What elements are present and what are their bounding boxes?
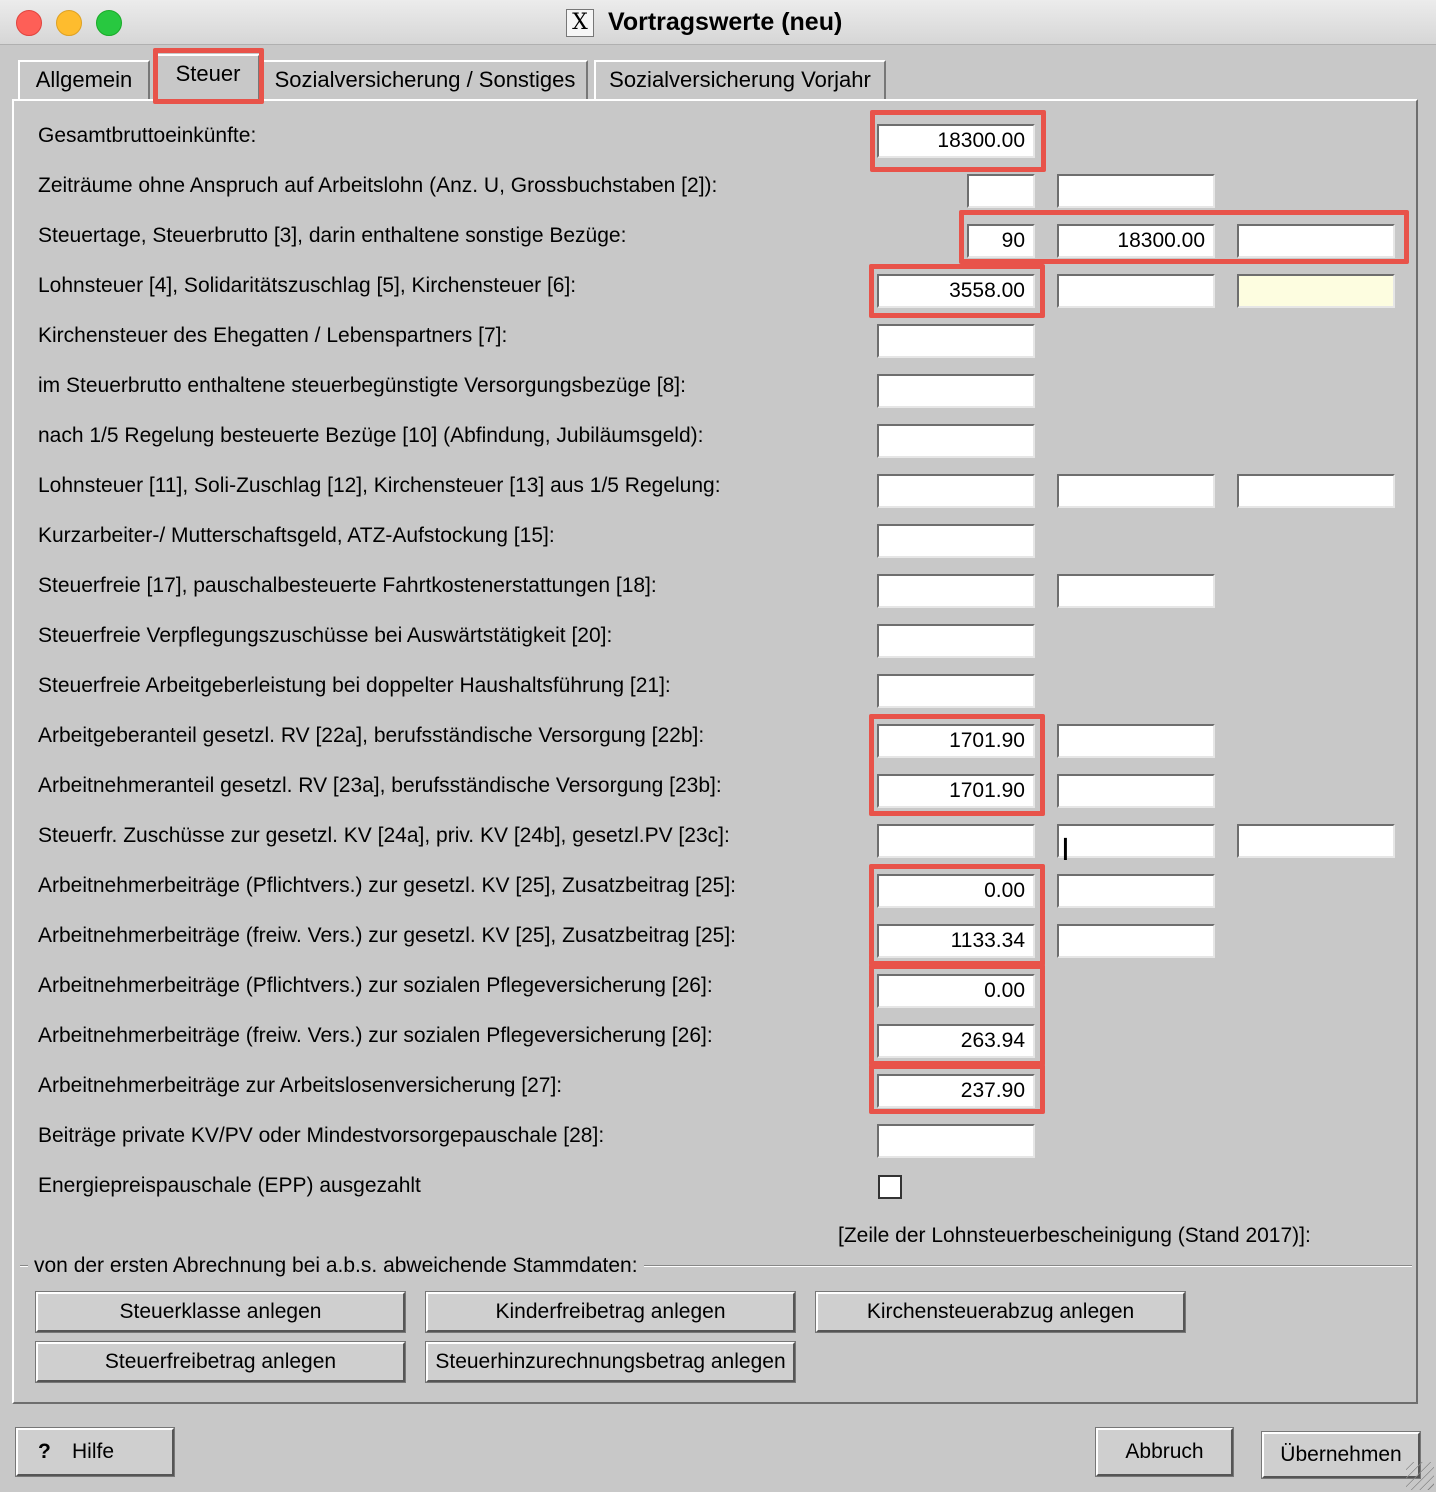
row-label-an-alv: Arbeitnehmerbeiträge zur Arbeitslosenversicherung [27]: [38, 1074, 563, 1097]
zuschuss-priv-kv-field[interactable] [1057, 824, 1215, 858]
row-label-an-kv-pflicht: Arbeitnehmerbeiträge (Pflichtvers.) zur gesetzl. KV [25], Zusatzbeitrag [25]: [38, 874, 736, 897]
an-kv-freiw-zusatz-field[interactable] [1057, 924, 1215, 958]
row-label-an-pv-freiw: Arbeitnehmerbeiträge (freiw. Vers.) zur sozialen Pflegeversicherung [26]: [38, 1024, 713, 1047]
fuenftel-lohnsteuer-field[interactable] [877, 474, 1035, 508]
kirchensteuerabzug-anlegen-button[interactable]: Kirchensteuerabzug anlegen [816, 1292, 1185, 1332]
tab-steuer[interactable]: Steuer [156, 54, 260, 102]
row-label-verpflegung: Steuerfreie Verpflegungszuschüsse bei Auswärtstätigkeit [20]: [38, 624, 613, 647]
row-label-fahrtkosten: Steuerfreie [17], pauschalbesteuerte Fahrtkostenerstattungen [18]: [38, 574, 657, 597]
steuertage-field[interactable]: 90 [967, 224, 1035, 258]
an-berufsstaendisch-field[interactable] [1057, 774, 1215, 808]
private-kv-pv-field[interactable] [877, 1124, 1035, 1158]
fuenftel-soli-field[interactable] [1057, 474, 1215, 508]
tab-allgemein[interactable]: Allgemein [18, 60, 150, 100]
row-label-kurzarbeitergeld: Kurzarbeiter-/ Mutterschaftsgeld, ATZ-Aufstockung [15]: [38, 524, 555, 547]
solidaritaetszuschlag-field[interactable] [1057, 274, 1215, 308]
tab-sozialversicherung-sonstiges[interactable]: Sozialversicherung / Sonstiges [262, 60, 588, 100]
help-icon: ? [38, 1440, 51, 1463]
row-label-zeitraeume: Zeiträume ohne Anspruch auf Arbeitslohn (Anz. U, Grossbuchstaben [2]): [38, 174, 718, 197]
fahrtkosten-pauschal-field[interactable] [1057, 574, 1215, 608]
row-label-steuertage: Steuertage, Steuerbrutto [3], darin enthaltene sonstige Bezüge: [38, 224, 627, 247]
row-label-an-kv-freiw: Arbeitnehmerbeiträge (freiw. Vers.) zur gesetzl. KV [25], Zusatzbeitrag [25]: [38, 924, 736, 947]
an-kv-pflicht-zusatz-field[interactable] [1057, 874, 1215, 908]
an-pv-freiw-field[interactable]: 263.94 [877, 1024, 1035, 1058]
window-title: Vortragswerte (neu) [608, 8, 843, 36]
row-label-gesamtbrutto: Gesamtbruttoeinkünfte: [38, 124, 257, 147]
epp-checkbox[interactable] [878, 1175, 902, 1199]
row-label-lohnsteuer: Lohnsteuer [4], Solidaritätszuschlag [5], Kirchensteuer [6]: [38, 274, 577, 297]
title-bar [0, 0, 1436, 45]
fahrtkosten-steuerfrei-field[interactable] [877, 574, 1035, 608]
text-cursor-icon: I [1061, 833, 1070, 868]
x11-icon: X [566, 9, 594, 37]
row-label-fuenftel-steuern: Lohnsteuer [11], Soli-Zuschlag [12], Kirchensteuer [13] aus 1/5 Regelung: [38, 474, 721, 497]
verpflegung-field[interactable] [877, 624, 1035, 658]
lohnsteuer-field[interactable]: 3558.00 [877, 274, 1035, 308]
an-rv-field[interactable]: 1701.90 [877, 774, 1035, 808]
row-label-versorgungsbezuege: im Steuerbrutto enthaltene steuerbegünstigte Versorgungsbezüge [8]: [38, 374, 686, 397]
tab-sozialversicherung-vorjahr[interactable]: Sozialversicherung Vorjahr [594, 60, 886, 100]
an-kv-pflicht-field[interactable]: 0.00 [877, 874, 1035, 908]
group-label-stammdaten: von der ersten Abrechnung bei a.b.s. abweichende Stammdaten: [28, 1252, 644, 1280]
doppelte-haushaltsfuehrung-field[interactable] [877, 674, 1035, 708]
kirchensteuer-ehegatte-field[interactable] [877, 324, 1035, 358]
an-pv-pflicht-field[interactable]: 0.00 [877, 974, 1035, 1008]
zuschuss-gesetzl-pv-field[interactable] [1237, 824, 1395, 858]
uebernehmen-button[interactable]: Übernehmen [1262, 1432, 1420, 1478]
kinderfreibetrag-anlegen-button[interactable]: Kinderfreibetrag anlegen [426, 1292, 795, 1332]
sonstige-bezuege-field[interactable] [1237, 224, 1395, 258]
versorgungsbezuege-field[interactable] [877, 374, 1035, 408]
fuenftel-kirchensteuer-field[interactable] [1237, 474, 1395, 508]
row-label-an-rv: Arbeitnehmeranteil gesetzl. RV [23a], berufsständische Versorgung [23b]: [38, 774, 722, 797]
zoom-window-button[interactable] [96, 10, 122, 36]
hilfe-button[interactable] [16, 1428, 174, 1476]
zeitraeume-anzahl-field[interactable] [967, 174, 1035, 208]
steuerhinzurechnungsbetrag-anlegen-button[interactable]: Steuerhinzurechnungsbetrag anlegen [426, 1342, 795, 1382]
steuerfreibetrag-anlegen-button[interactable]: Steuerfreibetrag anlegen [36, 1342, 405, 1382]
steuerklasse-anlegen-button[interactable]: Steuerklasse anlegen [36, 1292, 405, 1332]
row-label-fuenftel-bezuege: nach 1/5 Regelung besteuerte Bezüge [10] (Abfindung, Jubiläumsgeld): [38, 424, 704, 447]
close-window-button[interactable] [16, 10, 42, 36]
an-alv-field[interactable]: 237.90 [877, 1074, 1035, 1108]
gesamtbrutto-field[interactable]: 18300.00 [877, 124, 1035, 158]
resize-grip-icon[interactable] [1406, 1462, 1434, 1490]
row-label-doppelte-haushaltsfuehrung: Steuerfreie Arbeitgeberleistung bei doppelter Haushaltsführung [21]: [38, 674, 671, 697]
row-label-ag-rv: Arbeitgeberanteil gesetzl. RV [22a], berufsständische Versorgung [22b]: [38, 724, 705, 747]
ag-berufsstaendisch-field[interactable] [1057, 724, 1215, 758]
row-label-an-pv-pflicht: Arbeitnehmerbeiträge (Pflichtvers.) zur sozialen Pflegeversicherung [26]: [38, 974, 713, 997]
footnote-lohnsteuerbescheinigung: [Zeile der Lohnsteuerbescheinigung (Stand 2017)]: [838, 1224, 1311, 1247]
fuenftel-bezuege-field[interactable] [877, 424, 1035, 458]
row-label-epp: Energiepreispauschale (EPP) ausgezahlt [38, 1174, 421, 1197]
an-kv-freiw-field[interactable]: 1133.34 [877, 924, 1035, 958]
zuschuss-gesetzl-kv-field[interactable] [877, 824, 1035, 858]
ag-rv-field[interactable]: 1701.90 [877, 724, 1035, 758]
kurzarbeitergeld-field[interactable] [877, 524, 1035, 558]
minimize-window-button[interactable] [56, 10, 82, 36]
row-label-kirchensteuer-ehegatte: Kirchensteuer des Ehegatten / Lebenspartners [7]: [38, 324, 508, 347]
steuerbrutto-field[interactable]: 18300.00 [1057, 224, 1215, 258]
zeitraeume-buchstaben-field[interactable] [1057, 174, 1215, 208]
row-label-private-kv-pv: Beiträge private KV/PV oder Mindestvorsorgepauschale [28]: [38, 1124, 605, 1147]
abbruch-button[interactable]: Abbruch [1096, 1428, 1233, 1476]
kirchensteuer-field[interactable] [1237, 274, 1395, 308]
hilfe-button-label: Hilfe [72, 1440, 115, 1463]
row-label-zuschuesse-kv: Steuerfr. Zuschüsse zur gesetzl. KV [24a], priv. KV [24b], gesetzl.PV [23c]: [38, 824, 730, 847]
